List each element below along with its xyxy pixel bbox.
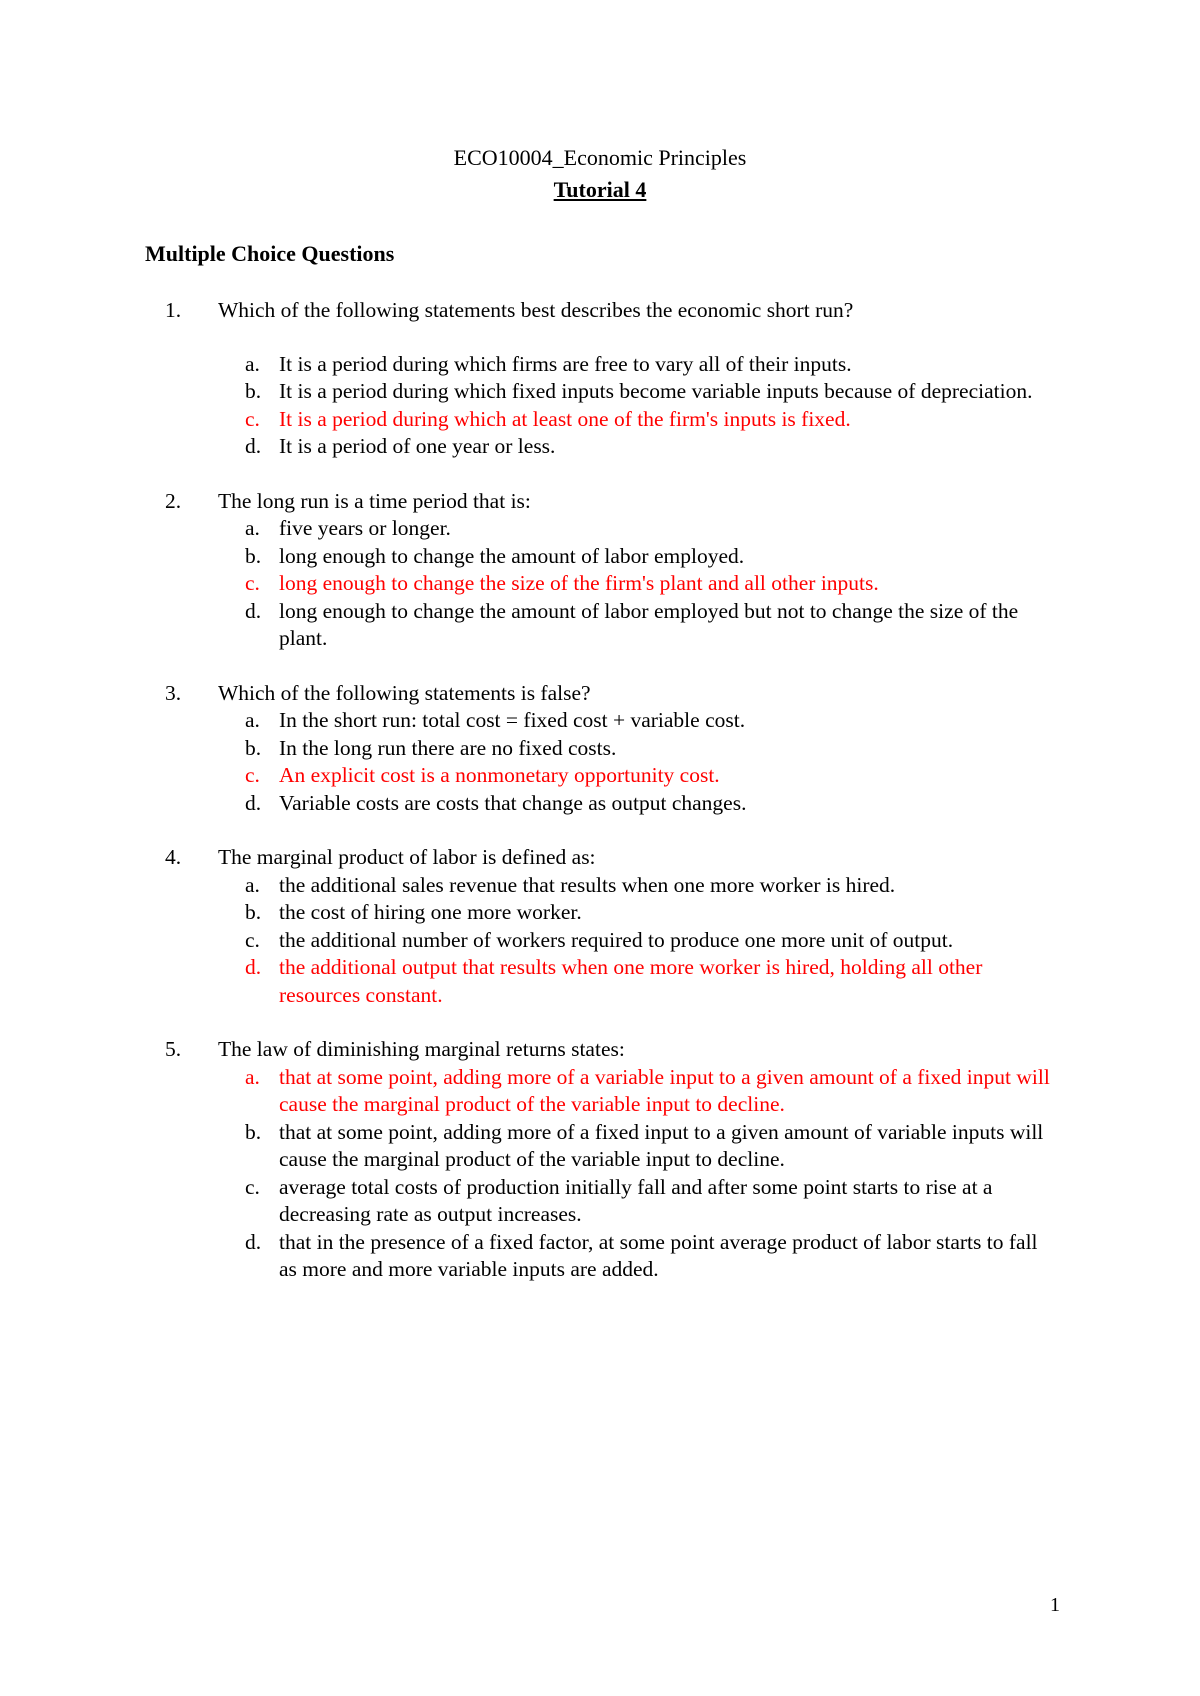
option-a — [0, 872, 1200, 900]
option-text: the additional output that results when one more worker is hired, holding all other resources constant. — [279, 955, 983, 1007]
option-b — [0, 899, 1200, 927]
option-text: It is a period during which at least one of the firm's inputs is fixed. — [279, 406, 851, 431]
option-letter: c. — [245, 571, 260, 595]
question-1 — [0, 297, 1200, 461]
option-letter: c. — [245, 406, 260, 431]
option-a — [0, 351, 1200, 379]
option-letter: b. — [245, 735, 262, 760]
section-heading: Multiple Choice Questions — [145, 241, 395, 266]
option-letter: a. — [245, 516, 260, 540]
question-number: 3. — [165, 680, 182, 705]
option-text: the additional number of workers required to produce one more unit of output. — [279, 927, 954, 952]
option-letter: a. — [245, 708, 260, 732]
option-c-correct — [0, 762, 1200, 790]
option-c-correct — [0, 406, 1200, 434]
question-number: 4. — [165, 845, 182, 869]
option-letter: d. — [245, 1229, 262, 1254]
option-c — [0, 1174, 1200, 1229]
option-text: It is a period of one year or less. — [279, 434, 556, 458]
option-letter: b. — [245, 1119, 262, 1144]
option-d — [0, 1229, 1200, 1284]
option-d-correct — [0, 954, 1200, 1009]
option-list — [0, 515, 1200, 653]
question-text: The law of diminishing marginal returns states: — [218, 1037, 625, 1061]
option-letter: c. — [245, 1174, 260, 1199]
option-b — [0, 543, 1200, 571]
option-text: In the long run there are no fixed costs. — [279, 735, 617, 760]
option-text: that at some point, adding more of a variable input to a given amount of a fixed input will cause the marginal product of the variable input to decline. — [279, 1064, 1050, 1116]
option-text: In the short run: total cost = fixed cost + variable cost. — [279, 708, 746, 732]
option-text: five years or longer. — [279, 516, 451, 540]
question-2 — [0, 488, 1200, 653]
option-a — [0, 515, 1200, 543]
option-letter: b. — [245, 543, 262, 568]
option-b — [0, 378, 1200, 406]
question-5 — [0, 1036, 1200, 1284]
option-letter: b. — [245, 379, 262, 403]
option-text: that in the presence of a fixed factor, at some point average product of labor starts to fall as more and more variable inputs are added. — [279, 1229, 1038, 1281]
option-text: that at some point, adding more of a fixed input to a given amount of variable inputs will cause the marginal product of the variable input to decline. — [279, 1119, 1044, 1171]
option-letter: c. — [245, 763, 260, 787]
option-d — [0, 790, 1200, 818]
question-number: 5. — [165, 1037, 182, 1061]
option-b — [0, 1119, 1200, 1174]
option-c — [0, 927, 1200, 955]
option-text: It is a period during which fixed inputs become variable inputs because of depreciation. — [279, 379, 1033, 403]
option-c-correct — [0, 570, 1200, 598]
option-letter: c. — [245, 927, 260, 952]
option-letter: a. — [245, 872, 260, 897]
page-number: 1 — [1050, 1594, 1060, 1616]
question-4 — [0, 844, 1200, 1009]
question-number: 2. — [165, 488, 182, 513]
option-text: long enough to change the amount of labor employed but not to change the size of the plant. — [279, 598, 1019, 650]
option-list — [0, 872, 1200, 1010]
option-text: It is a period during which firms are free to vary all of their inputs. — [279, 351, 852, 376]
option-letter: a. — [245, 1064, 260, 1089]
option-d — [0, 598, 1200, 653]
option-list — [0, 707, 1200, 817]
option-d — [0, 433, 1200, 461]
option-list — [0, 351, 1200, 461]
option-text: long enough to change the amount of labor employed. — [279, 543, 745, 568]
option-b — [0, 735, 1200, 763]
question-text: The marginal product of labor is defined as: — [218, 845, 596, 869]
option-letter: a. — [245, 351, 260, 376]
course-title: ECO10004_Economic Principles — [453, 145, 747, 170]
option-text: long enough to change the size of the firm's plant and all other inputs. — [279, 571, 879, 595]
tutorial-title: Tutorial 4 — [553, 177, 647, 202]
option-text: the additional sales revenue that results when one more worker is hired. — [279, 872, 896, 897]
question-3 — [0, 680, 1200, 818]
option-a — [0, 707, 1200, 735]
option-letter: d. — [245, 790, 262, 815]
question-number: 1. — [165, 298, 182, 322]
question-text: Which of the following statements is false? — [218, 680, 591, 705]
option-text: the cost of hiring one more worker. — [279, 900, 582, 924]
option-text: average total costs of production initially fall and after some point starts to rise at a decreasing rate as output increases. — [279, 1174, 993, 1226]
option-list — [0, 1064, 1200, 1284]
option-letter: b. — [245, 900, 262, 924]
option-letter: d. — [245, 598, 262, 623]
question-list — [0, 297, 1200, 1284]
question-text: The long run is a time period that is: — [218, 488, 531, 513]
option-a-correct — [0, 1064, 1200, 1119]
question-text: Which of the following statements best describes the economic short run? — [218, 298, 854, 322]
option-text: An explicit cost is a nonmonetary opportunity cost. — [279, 763, 720, 787]
option-letter: d. — [245, 434, 262, 458]
option-text: Variable costs are costs that change as output changes. — [279, 790, 747, 815]
option-letter: d. — [245, 955, 262, 979]
